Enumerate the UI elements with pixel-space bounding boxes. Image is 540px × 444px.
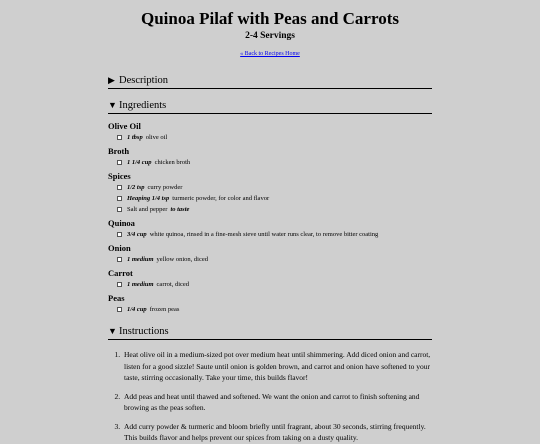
collapse-triangle-icon: ▼: [108, 326, 117, 336]
ingredient-quantity: Heaping 1/4 tsp: [127, 195, 170, 202]
ingredient-note: to taste: [170, 206, 190, 213]
ingredient-text: curry powder: [147, 184, 183, 191]
servings-label: 2-4 Servings: [245, 31, 295, 41]
ingredient-group-name: Carrot: [108, 268, 133, 278]
instructions-label: Instructions: [119, 326, 169, 337]
ingredient-quantity: 1 tbsp: [127, 134, 143, 141]
ingredient-group-name: Peas: [108, 293, 125, 303]
ingredient-item[interactable]: [117, 279, 432, 290]
ingredients-section: [108, 99, 432, 315]
ingredient-checkbox[interactable]: [117, 196, 122, 201]
ingredient-checkbox[interactable]: [117, 207, 122, 212]
ingredient-item[interactable]: [117, 193, 432, 204]
back-to-recipes-link[interactable]: « Back to Recipes Home: [240, 51, 300, 57]
ingredient-group-name: Onion: [108, 243, 131, 253]
instruction-step: 1. Heat olive oil in a medium-sized pot over medium heat until shimmering. Add diced onion and carrot, listen for a good sizzle! Saute until onion is golden brown, and carrot and onion have softened to your taste, stirring occasionally. Take your time, this builds flavor!: [122, 349, 432, 384]
instruction-steps: [108, 349, 432, 444]
ingredient-checkbox[interactable]: [117, 282, 122, 287]
ingredient-group-name: Spices: [108, 171, 131, 181]
description-section: [108, 74, 432, 89]
instructions-toggle[interactable]: [108, 325, 432, 340]
ingredient-checkbox[interactable]: [117, 307, 122, 312]
ingredient-quantity: 1/4 cup: [127, 306, 147, 313]
ingredient-text: turmeric powder, for color and flavor: [172, 195, 270, 202]
description-toggle[interactable]: [108, 74, 432, 89]
ingredient-group-name: Quinoa: [108, 218, 135, 228]
ingredient-item[interactable]: [117, 157, 432, 168]
instruction-step: 3. Add curry powder & turmeric and bloom briefly until fragrant, about 30 seconds, stirring frequently. This builds flavor and helps prevent our spices from taking on a dusty quality.: [122, 421, 432, 444]
ingredient-text: frozen peas: [149, 306, 180, 313]
ingredient-quantity: 3/4 cup: [127, 231, 147, 238]
expand-triangle-icon: ▶: [108, 75, 115, 85]
page-title: Quinoa Pilaf with Peas and Carrots: [140, 9, 399, 28]
ingredient-text: chicken broth: [154, 159, 191, 166]
ingredients-toggle[interactable]: [108, 99, 432, 114]
ingredient-text: carrot, diced: [156, 281, 190, 288]
ingredient-checkbox[interactable]: [117, 232, 122, 237]
ingredient-checkbox[interactable]: [117, 257, 122, 262]
ingredient-quantity: 1/2 tsp: [127, 184, 145, 191]
ingredient-checkbox[interactable]: [117, 185, 122, 190]
ingredient-item[interactable]: [117, 304, 432, 315]
collapse-triangle-icon: ▼: [108, 100, 117, 110]
recipe-header: [0, 0, 540, 60]
ingredient-text: yellow onion, diced: [156, 256, 208, 263]
ingredient-item[interactable]: [117, 182, 432, 193]
ingredient-quantity: 1 medium: [127, 281, 154, 288]
instructions-section: [108, 325, 432, 444]
ingredient-checkbox[interactable]: [117, 135, 122, 140]
ingredient-group-name: Olive Oil: [108, 121, 141, 131]
description-label: Description: [119, 75, 168, 86]
ingredient-group-name: Broth: [108, 146, 130, 156]
ingredients-label: Ingredients: [119, 100, 167, 111]
ingredient-quantity: 1 medium: [127, 256, 154, 263]
ingredient-checkbox[interactable]: [117, 160, 122, 165]
ingredient-item[interactable]: [117, 204, 432, 215]
ingredient-quantity: 1 1/4 cup: [127, 159, 152, 166]
ingredient-item[interactable]: [117, 132, 432, 143]
ingredient-item[interactable]: [117, 254, 432, 265]
ingredient-text: olive oil: [145, 134, 168, 141]
ingredient-text: Salt and pepper: [127, 206, 168, 213]
ingredient-list: [108, 121, 432, 315]
ingredient-item[interactable]: [117, 229, 432, 240]
ingredient-text: white quinoa, rinsed in a fine-mesh sieve until water runs clear, to remove bitter coating: [149, 231, 379, 238]
instruction-step: 2. Add peas and heat until thawed and softened. We want the onion and carrot to finish softening and browing as the peas soften.: [122, 391, 432, 414]
